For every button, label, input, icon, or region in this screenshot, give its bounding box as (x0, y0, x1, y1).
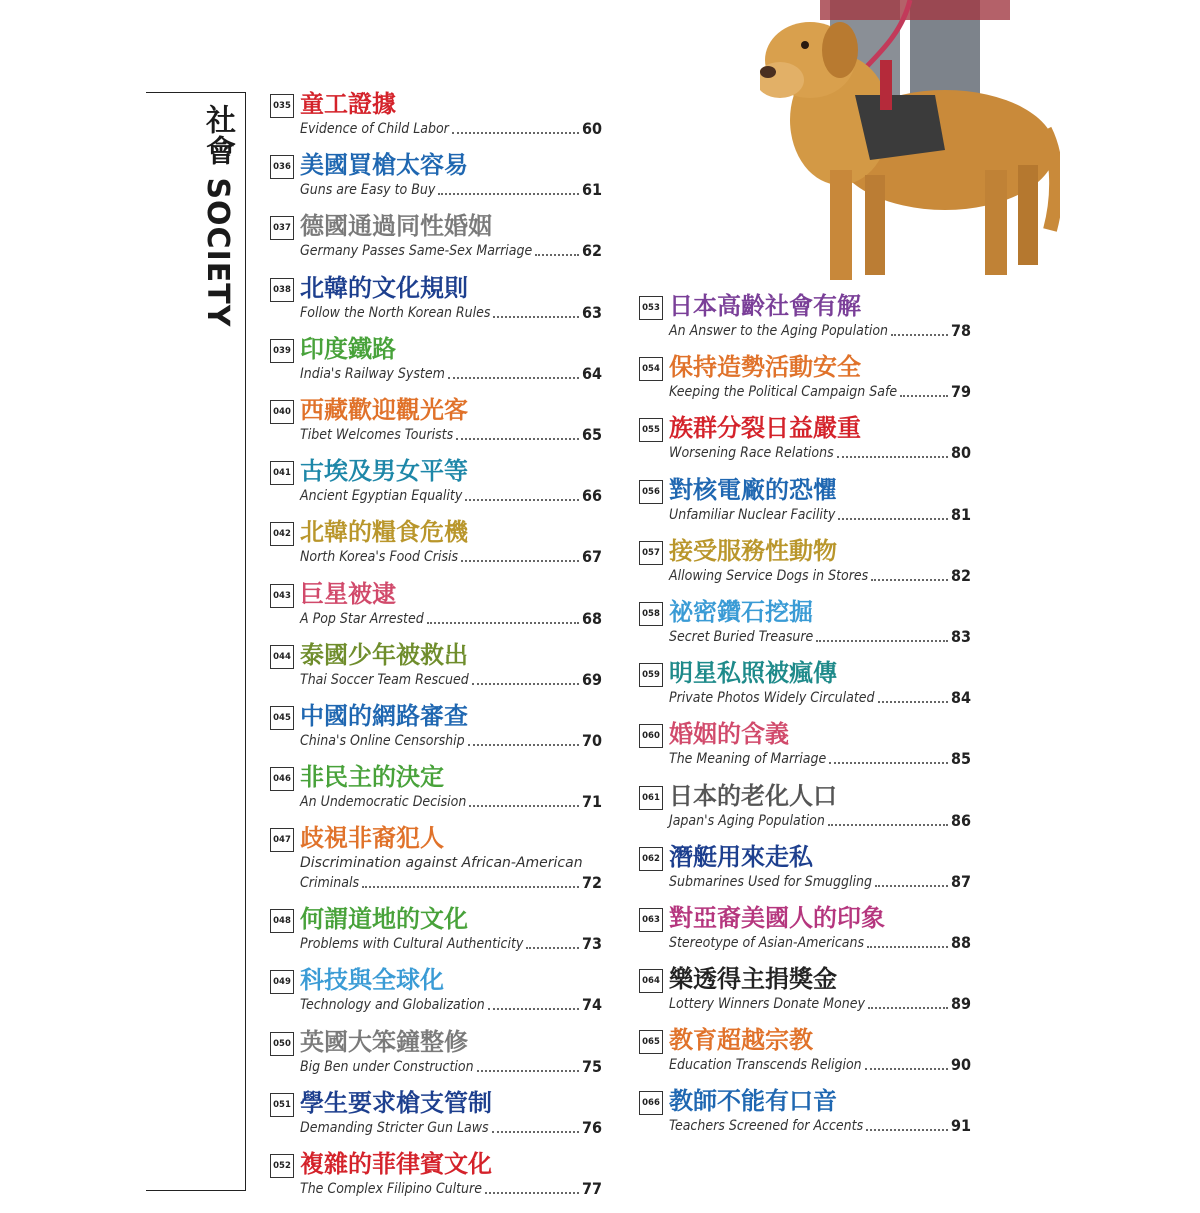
toc-entry[interactable] (270, 1027, 602, 1091)
entry-page-number: 67 (581, 547, 602, 567)
entry-page-number: 85 (950, 749, 971, 769)
toc-entry[interactable] (639, 661, 971, 722)
entry-english-line (669, 689, 971, 707)
entry-english-line (300, 242, 602, 260)
entry-number-badge: 058 (639, 602, 663, 626)
entry-page-number: 89 (950, 994, 971, 1014)
entry-number-badge: 044 (270, 645, 294, 669)
entry-chinese-title: 中國的網路審查 (300, 701, 468, 730)
entry-english-title: Japan's Aging Population (669, 812, 825, 829)
entry-english-title: Private Photos Widely Circulated (669, 690, 875, 707)
dot-leader (456, 438, 579, 440)
entry-english-title: Worsening Race Relations (669, 445, 834, 462)
entry-chinese-title: 西藏歡迎觀光客 (300, 395, 468, 424)
entry-chinese-title: 美國買槍太容易 (300, 151, 468, 180)
entry-page-number: 84 (950, 688, 971, 708)
entry-english-line (300, 874, 602, 892)
toc-entry[interactable] (270, 640, 602, 704)
entry-english-title: Ancient Egyptian Equality (300, 488, 463, 505)
entry-page-number: 83 (950, 626, 971, 646)
entry-english-title: Keeping the Political Campaign Safe (669, 384, 898, 401)
entry-chinese-title: 婚姻的含義 (669, 720, 789, 749)
dot-leader (866, 1129, 948, 1131)
entry-chinese-title: 英國大笨鐘整修 (300, 1027, 468, 1056)
toc-entry[interactable] (270, 92, 602, 153)
toc-entry[interactable] (270, 579, 602, 643)
dot-leader (362, 886, 579, 888)
entry-english-line (300, 1180, 602, 1198)
entry-page-number: 62 (581, 241, 602, 261)
entry-english-line (669, 934, 971, 952)
dot-leader (427, 622, 579, 624)
entry-page-number: 72 (581, 873, 602, 893)
entry-english-title: Allowing Service Dogs in Stores (669, 567, 869, 584)
entry-chinese-title: 教育超越宗教 (669, 1026, 813, 1055)
entry-number-badge: 063 (639, 908, 663, 932)
entry-chinese-title: 童工證據 (300, 90, 396, 118)
entry-english-line (669, 444, 971, 462)
entry-chinese-title: 日本高齡社會有解 (669, 292, 861, 320)
entry-chinese-title: 學生要求槍支管制 (300, 1088, 492, 1117)
entry-number-badge: 062 (639, 847, 663, 871)
dog-nose (760, 66, 776, 78)
toc-entry[interactable] (639, 842, 971, 906)
entry-english-line (300, 732, 602, 750)
section-rule-bottom (146, 1190, 246, 1191)
toc-entry[interactable] (639, 475, 971, 539)
entry-number-badge: 047 (270, 828, 294, 852)
dot-leader (472, 683, 579, 685)
red-jacket (820, 0, 1010, 20)
entry-page-number: 79 (950, 382, 971, 402)
entry-number-badge: 066 (639, 1091, 663, 1115)
dog-back-leg-left (985, 170, 1007, 275)
entry-english-line (669, 873, 971, 891)
entry-english-title: A Pop Star Arrested (300, 610, 424, 627)
entry-page-number: 74 (581, 995, 602, 1015)
entry-english-title: Germany Passes Same-Sex Marriage (300, 243, 533, 260)
toc-entry[interactable] (270, 334, 602, 398)
entry-english-line (300, 426, 602, 444)
entry-english-title: Education Transcends Religion (669, 1057, 862, 1074)
entry-chinese-title: 古埃及男女平等 (300, 457, 468, 486)
entry-number-badge: 037 (270, 216, 294, 240)
entry-chinese-title: 何謂道地的文化 (300, 905, 468, 934)
entry-page-number: 90 (950, 1055, 971, 1075)
dog-illustration (760, 0, 1060, 290)
entry-number-badge: 049 (270, 970, 294, 994)
entry-chinese-title: 印度鐵路 (300, 334, 396, 363)
entry-chinese-title: 科技與全球化 (300, 966, 444, 995)
entry-page-number: 91 (950, 1116, 971, 1136)
entry-english-line (300, 304, 602, 322)
entry-number-badge: 060 (639, 724, 663, 748)
dot-leader (867, 946, 948, 948)
entry-chinese-title: 北韓的糧食危機 (300, 518, 468, 547)
entry-number-badge: 065 (639, 1030, 663, 1054)
entry-english-title: Stereotype of Asian-Americans (669, 934, 865, 951)
entry-english-title: Problems with Cultural Authenticity (300, 936, 524, 953)
entry-english-title: Tibet Welcomes Tourists (300, 426, 454, 443)
entry-page-number: 75 (581, 1056, 602, 1076)
entry-number-badge: 051 (270, 1093, 294, 1117)
entry-english-title: North Korea's Food Crisis (300, 549, 459, 566)
dot-leader (816, 640, 948, 642)
entry-english-title: Follow the North Korean Rules (300, 304, 491, 321)
toc-entry[interactable] (270, 968, 602, 1029)
dot-leader (468, 744, 579, 746)
entry-page-number: 73 (581, 934, 602, 954)
entry-english-title: The Complex Filipino Culture (300, 1181, 482, 1197)
entry-number-badge: 054 (639, 357, 663, 381)
entry-number-badge: 040 (270, 400, 294, 424)
toc-entry[interactable] (270, 520, 602, 581)
entry-english-title: Thai Soccer Team Rescued (300, 671, 469, 688)
entry-english-line (669, 1056, 971, 1074)
toc-entry[interactable] (270, 273, 602, 337)
dot-leader (477, 1070, 579, 1072)
entry-number-badge: 055 (639, 418, 663, 442)
entry-chinese-title: 祕密鑽石挖掘 (669, 597, 813, 626)
entry-english-title: An Undemocratic Decision (300, 794, 467, 811)
entry-english-title: Big Ben under Construction (300, 1058, 474, 1075)
toc-entry[interactable] (270, 907, 602, 968)
toc-entry[interactable] (270, 1152, 602, 1213)
entry-page-number: 61 (581, 180, 602, 200)
entry-chinese-title: 明星私照被瘋傳 (669, 659, 837, 688)
entry-chinese-title: 複雜的菲律賓文化 (300, 1150, 492, 1178)
entry-english-title: China's Online Censorship (300, 732, 465, 749)
entry-chinese-title: 潛艇用來走私 (669, 842, 813, 871)
entry-english-line (300, 793, 602, 811)
entry-english-title: Demanding Stricter Gun Laws (300, 1119, 489, 1136)
entry-english-title: Secret Buried Treasure (669, 628, 814, 645)
dot-leader (878, 701, 948, 703)
entry-page-number: 82 (950, 565, 971, 585)
entry-chinese-title: 對核電廠的恐懼 (669, 475, 837, 504)
toc-entry[interactable] (639, 355, 971, 416)
entry-page-number: 78 (950, 321, 971, 340)
entry-page-number: 60 (581, 119, 602, 138)
dot-leader (828, 824, 948, 826)
toc-entry[interactable] (270, 826, 602, 907)
entry-number-badge: 050 (270, 1032, 294, 1056)
dot-leader (837, 456, 948, 458)
entry-english-line (669, 1117, 971, 1135)
toc-entry[interactable] (270, 1088, 602, 1152)
toc-entry[interactable] (270, 153, 602, 214)
entry-chinese-title: 保持造勢活動安全 (669, 353, 861, 382)
entry-english-line (300, 548, 602, 566)
entry-number-badge: 056 (639, 480, 663, 504)
entry-number-badge: 048 (270, 909, 294, 933)
entry-english-line (669, 628, 971, 646)
dog-eye (801, 41, 809, 49)
entry-chinese-title: 北韓的文化規則 (300, 273, 468, 302)
entry-number-badge: 039 (270, 339, 294, 363)
toc-entry[interactable] (639, 1089, 971, 1150)
entry-chinese-title: 對亞裔美國人的印象 (669, 903, 885, 932)
toc-entry[interactable] (639, 722, 971, 783)
entry-page-number: 71 (581, 792, 602, 812)
entry-page-number: 88 (950, 932, 971, 952)
entry-number-badge: 057 (639, 541, 663, 565)
toc-entry[interactable] (639, 294, 971, 355)
toc-entry[interactable] (639, 1028, 971, 1089)
entry-number-badge: 053 (639, 296, 663, 320)
toc-entry[interactable] (639, 967, 971, 1028)
entry-number-badge: 046 (270, 767, 294, 791)
dog-front-leg-right (865, 175, 885, 275)
dog-ear (822, 22, 858, 78)
entry-english-line (300, 935, 602, 953)
dog-front-leg-left (830, 170, 852, 280)
entry-english-title: Submarines Used for Smuggling (669, 873, 873, 890)
toc-entry[interactable] (639, 781, 971, 845)
entry-page-number: 68 (581, 608, 602, 628)
dot-leader (492, 1131, 579, 1133)
dot-leader (865, 1068, 948, 1070)
toc-entry[interactable] (270, 459, 602, 520)
entry-english-line (300, 181, 602, 199)
section-title: 社會 SOCIETY (200, 104, 235, 328)
entry-chinese-title: 日本的老化人口 (669, 781, 837, 810)
section-rule-vertical (245, 92, 246, 1190)
entry-english-line (669, 506, 971, 524)
toc-entry[interactable] (270, 395, 602, 459)
toc-entry[interactable] (639, 536, 971, 600)
entry-english-line (669, 567, 971, 585)
entry-english-line (669, 750, 971, 768)
entry-english-title: Teachers Screened for Accents (669, 1118, 864, 1135)
toc-entry[interactable] (270, 765, 602, 826)
entry-number-badge: 052 (270, 1154, 294, 1178)
entry-page-number: 69 (581, 669, 602, 689)
entry-english-title: The Meaning of Marriage (669, 751, 827, 768)
entry-page-number: 80 (950, 443, 971, 463)
entry-chinese-title: 德國通過同性婚姻 (300, 212, 492, 241)
entry-number-badge: 064 (639, 969, 663, 993)
toc-entry[interactable] (270, 701, 602, 765)
dot-leader (838, 518, 948, 520)
dot-leader (868, 1007, 948, 1009)
dog-back-leg-right (1018, 165, 1038, 265)
entry-number-badge: 061 (639, 786, 663, 810)
entry-page-number: 66 (581, 486, 602, 506)
entry-number-badge: 036 (270, 155, 294, 179)
entry-chinese-title: 歧視非裔犯人 (300, 824, 444, 853)
service-dog-photo (760, 0, 1060, 290)
dot-leader (469, 805, 579, 807)
harness-strap (880, 60, 892, 110)
entry-chinese-title: 泰國少年被救出 (300, 640, 468, 669)
dog-harness (855, 95, 945, 160)
entry-english-title: Technology and Globalization (300, 997, 485, 1014)
entry-chinese-title: 非民主的決定 (300, 763, 444, 792)
entry-english-line (300, 365, 602, 383)
entry-page-number: 87 (950, 871, 971, 891)
entry-english-line (300, 1119, 602, 1137)
entry-english-line (669, 322, 971, 340)
entry-page-number: 63 (581, 302, 602, 322)
entry-english-line (300, 996, 602, 1014)
dot-leader (891, 334, 948, 336)
entry-english-title: An Answer to the Aging Population (669, 323, 889, 339)
entry-chinese-title: 族群分裂日益嚴重 (669, 414, 861, 443)
entry-number-badge: 043 (270, 584, 294, 608)
entry-english-line (300, 610, 602, 628)
dot-leader (871, 579, 948, 581)
entry-page-number: 77 (581, 1179, 602, 1198)
entry-page-number: 65 (581, 424, 602, 444)
entry-english-line (300, 1058, 602, 1076)
entry-english-title: Guns are Easy to Buy (300, 182, 436, 199)
entry-english-title: Unfamiliar Nuclear Facility (669, 506, 836, 523)
entry-number-badge: 038 (270, 278, 294, 302)
toc-entry[interactable] (639, 416, 971, 477)
dot-leader (493, 316, 578, 318)
dot-leader (438, 193, 579, 195)
dot-leader (488, 1008, 579, 1010)
dot-leader (461, 560, 579, 562)
entry-chinese-title: 教師不能有口音 (669, 1087, 837, 1116)
entry-page-number: 76 (581, 1117, 602, 1137)
section-rule-top (146, 92, 246, 93)
entry-page-number: 70 (581, 730, 602, 750)
dot-leader (448, 377, 579, 379)
entry-number-badge: 045 (270, 706, 294, 730)
entry-number-badge: 059 (639, 663, 663, 687)
dot-leader (829, 762, 948, 764)
dot-leader (535, 254, 579, 256)
dot-leader (485, 1192, 579, 1194)
toc-entry[interactable] (639, 903, 971, 967)
dot-leader (526, 947, 579, 949)
entry-english-line (669, 812, 971, 830)
entry-number-badge: 035 (270, 94, 294, 118)
dot-leader (465, 499, 579, 501)
entry-english-title-continued: Criminals (300, 875, 360, 892)
dot-leader (875, 885, 948, 887)
entry-english-title: India's Railway System (300, 365, 445, 382)
toc-column-left (270, 92, 602, 1213)
toc-column-right (639, 294, 971, 1151)
entry-page-number: 86 (950, 810, 971, 830)
entry-english-line (669, 383, 971, 401)
toc-entry[interactable] (639, 597, 971, 661)
entry-english-title: Evidence of Child Labor (300, 121, 449, 137)
entry-english-line (669, 995, 971, 1013)
entry-chinese-title: 接受服務性動物 (669, 536, 837, 565)
entry-english-title: Discrimination against African-American (300, 855, 583, 872)
entry-english-title: Lottery Winners Donate Money (669, 996, 865, 1013)
entry-chinese-title: 巨星被逮 (300, 579, 396, 608)
toc-entry[interactable] (270, 214, 602, 275)
entry-page-number: 64 (581, 363, 602, 383)
entry-chinese-title: 樂透得主捐獎金 (669, 965, 837, 994)
entry-english-line (300, 671, 602, 689)
entry-page-number: 81 (950, 504, 971, 524)
entry-number-badge: 042 (270, 522, 294, 546)
dot-leader (452, 132, 579, 134)
entry-english-line (300, 120, 602, 138)
dog-tail (1045, 130, 1056, 230)
entry-number-badge: 041 (270, 461, 294, 485)
entry-english-line (300, 487, 602, 505)
dot-leader (900, 395, 948, 397)
